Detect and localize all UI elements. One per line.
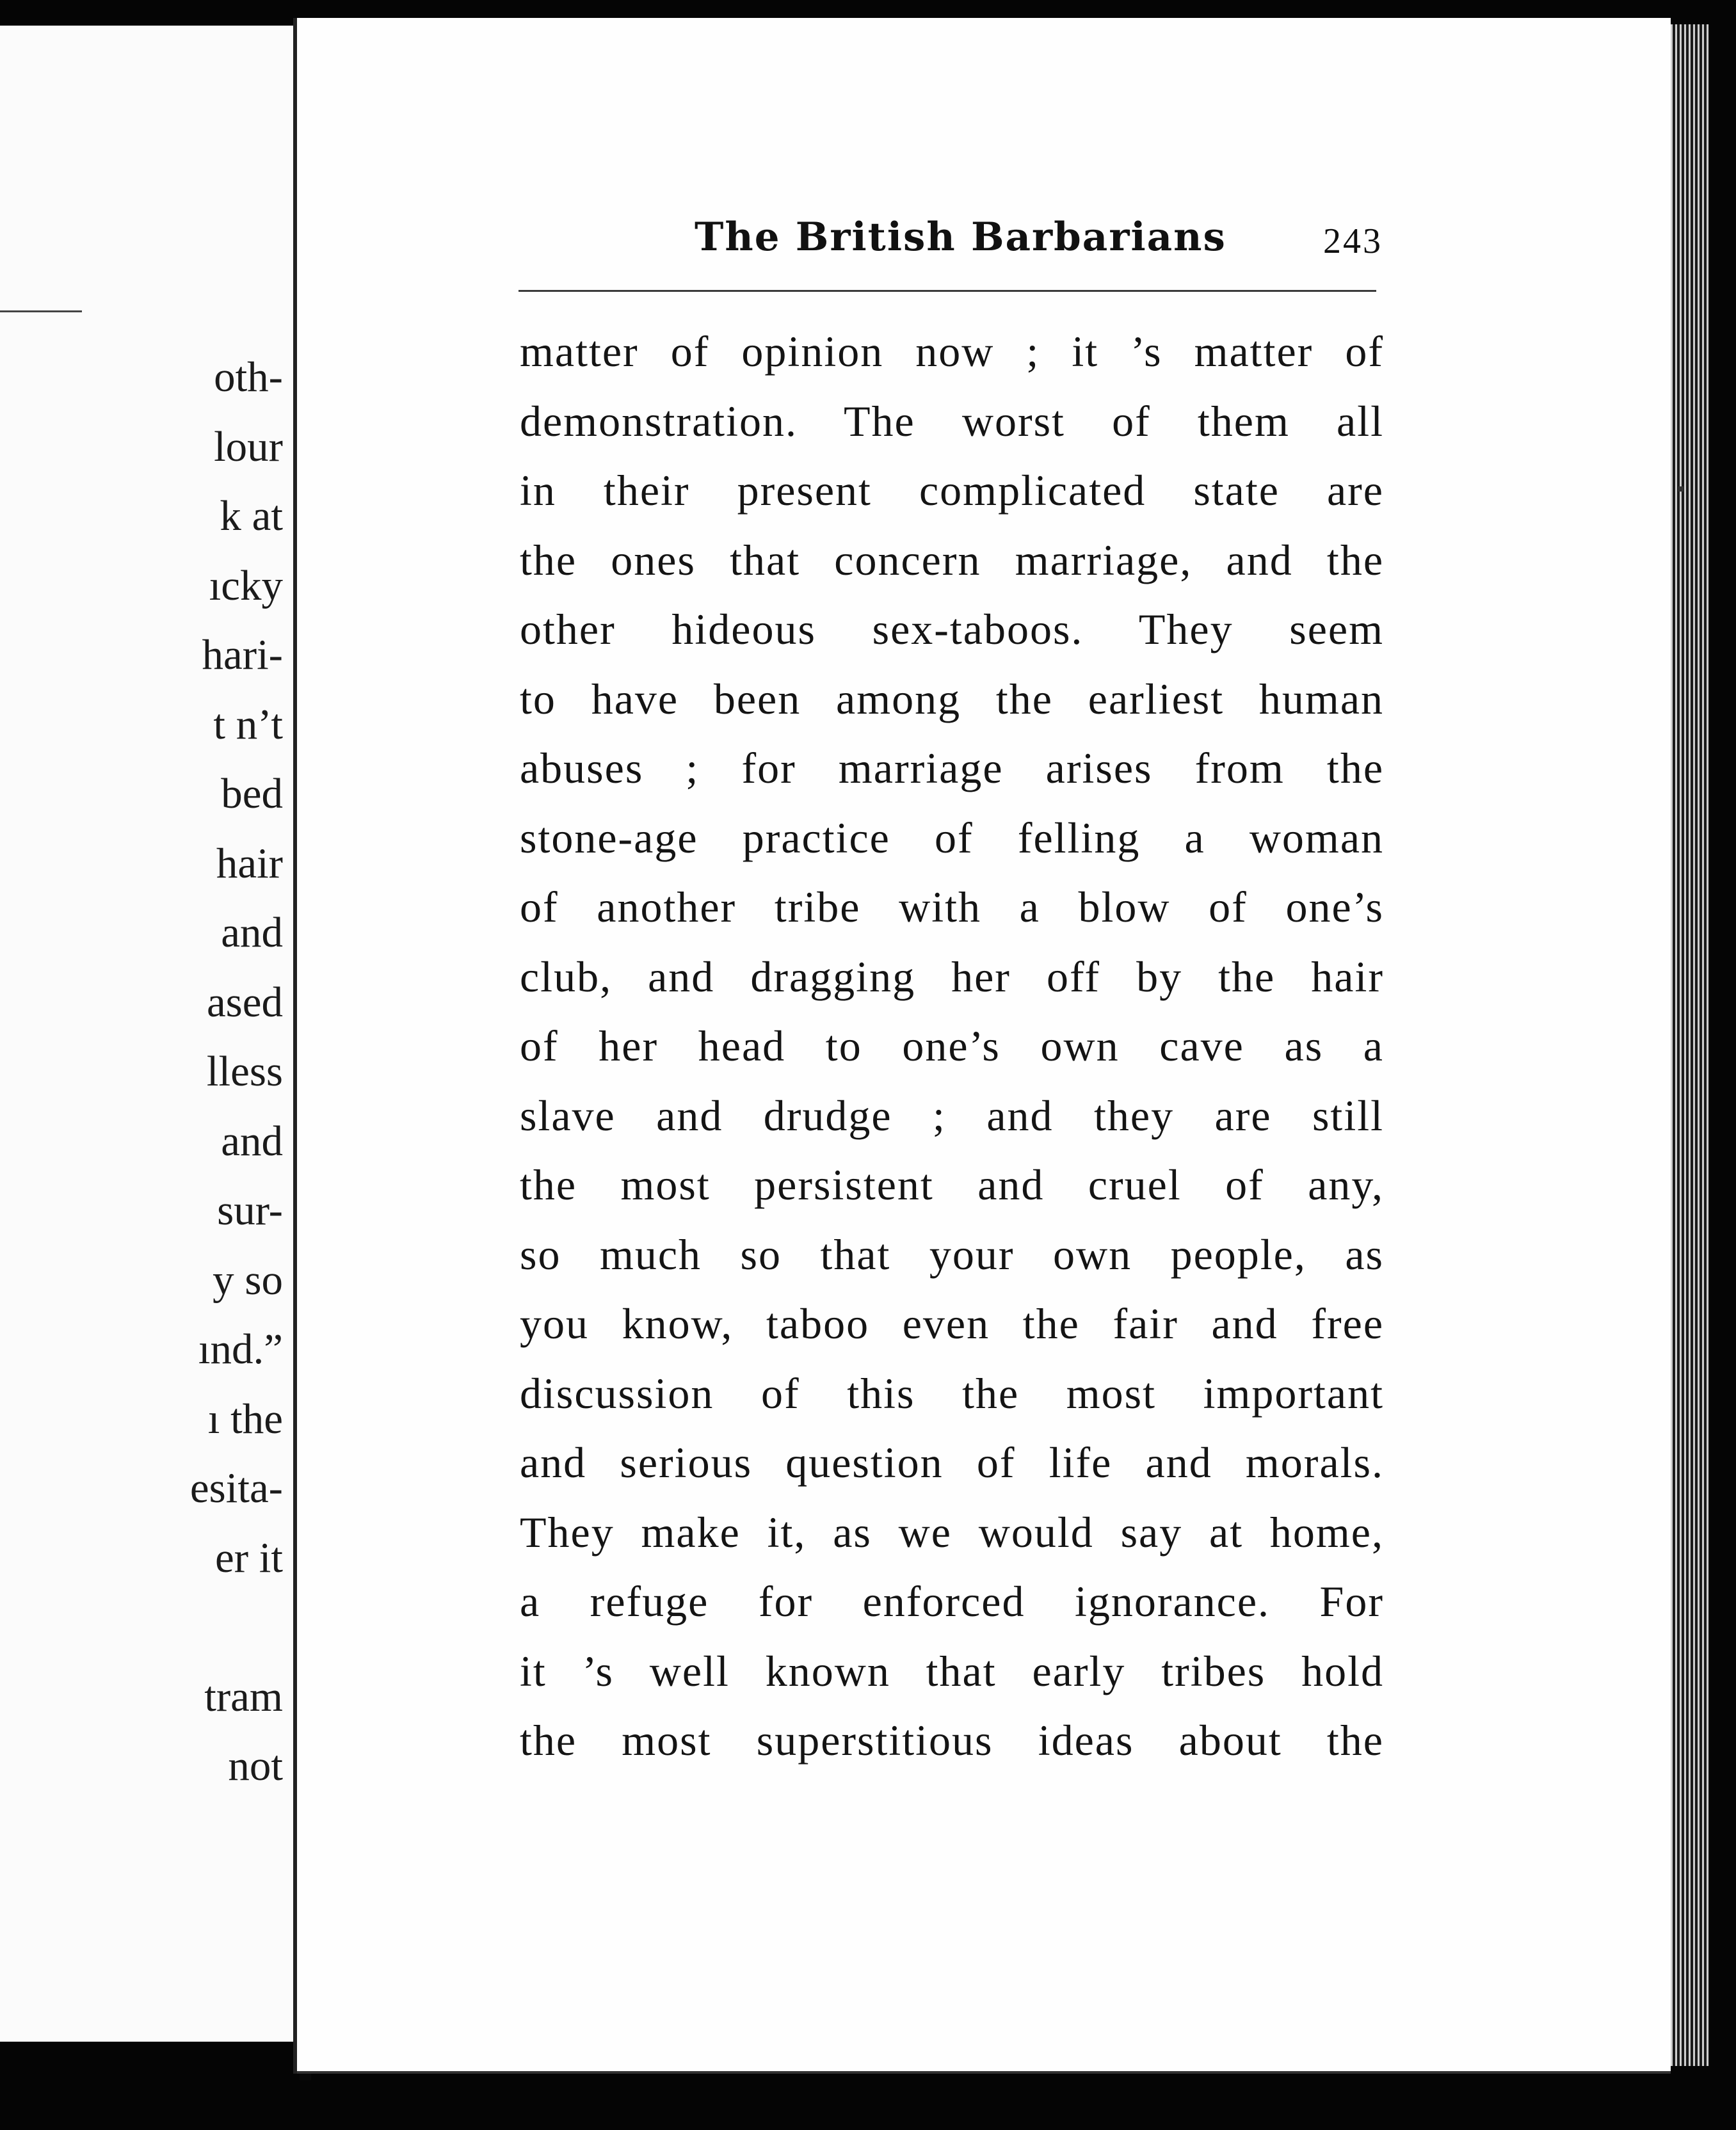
left-fragment: sur- (217, 1187, 283, 1234)
text-line: stone-age practice of felling a woman (520, 813, 1384, 862)
left-fragment: er it (214, 1533, 283, 1581)
text-line: other hideous sex-taboos. They seem (520, 605, 1384, 653)
left-fragment: ı the (207, 1395, 283, 1443)
left-page-text-fragments (91, 342, 283, 1801)
left-fragment: bed (221, 770, 283, 817)
page-edges (1671, 24, 1709, 2066)
text-line: so much so that your own people, as (520, 1229, 1384, 1279)
left-fragment: t n’t (213, 700, 283, 748)
running-head: The British Barbarians (695, 214, 1226, 260)
left-page (0, 26, 301, 2042)
left-fragment: lless (206, 1048, 283, 1095)
text-line: abuses ; for marriage arises from the (520, 744, 1384, 792)
text-line: the ones that concern marriage, and the (520, 535, 1384, 584)
text-line: discussion of this the most important (520, 1368, 1384, 1418)
text-line: matter of opinion now ; it ’s matter of (520, 327, 1384, 376)
left-fragment: not (228, 1742, 283, 1790)
text-line: club, and dragging her off by the hair (520, 952, 1384, 1001)
text-line: you know, taboo even the fair and free (520, 1299, 1384, 1348)
header-rule (518, 290, 1376, 292)
page-number: 243 (1323, 221, 1383, 261)
left-paragraph-gap (91, 1592, 283, 1662)
text-line: slave and drudge ; and they are still (520, 1091, 1384, 1140)
left-page-header-rule (0, 310, 82, 312)
left-fragment: lour (214, 422, 283, 470)
text-line: the most superstitious ideas about the (520, 1716, 1384, 1765)
text-line: of her head to one’s own cave as a (520, 1021, 1384, 1070)
left-fragment: esita- (189, 1464, 283, 1512)
left-fragment: ıcky (209, 561, 283, 609)
text-line: a refuge for enforced ignorance. For (520, 1577, 1384, 1626)
text-line: and serious question of life and morals. (520, 1438, 1384, 1487)
text-line: demonstration. The worst of them all (520, 396, 1384, 445)
text-line: to have been among the earliest human (520, 674, 1384, 723)
text-line: the most persistent and cruel of any, (520, 1160, 1384, 1209)
text-line: in their present complicated state are (520, 466, 1384, 515)
text-line: They make it, as we would say at home, (520, 1507, 1384, 1557)
text-line: of another tribe with a blow of one’s (520, 883, 1384, 931)
left-fragment: ınd.” (198, 1325, 283, 1373)
body-text (520, 317, 1384, 1775)
left-fragment: and (221, 909, 283, 956)
left-fragment: y so (213, 1256, 283, 1304)
left-fragment: k at (220, 492, 283, 540)
left-fragment: oth- (214, 353, 283, 401)
text-line: it ’s well known that early tribes hold (520, 1646, 1384, 1695)
left-fragment: hari- (202, 631, 283, 678)
left-fragment: ased (206, 978, 283, 1026)
left-fragment: hair (216, 839, 283, 887)
left-fragment: tram (204, 1672, 283, 1720)
left-fragment: and (221, 1117, 283, 1165)
scan-speck (1678, 486, 1684, 492)
